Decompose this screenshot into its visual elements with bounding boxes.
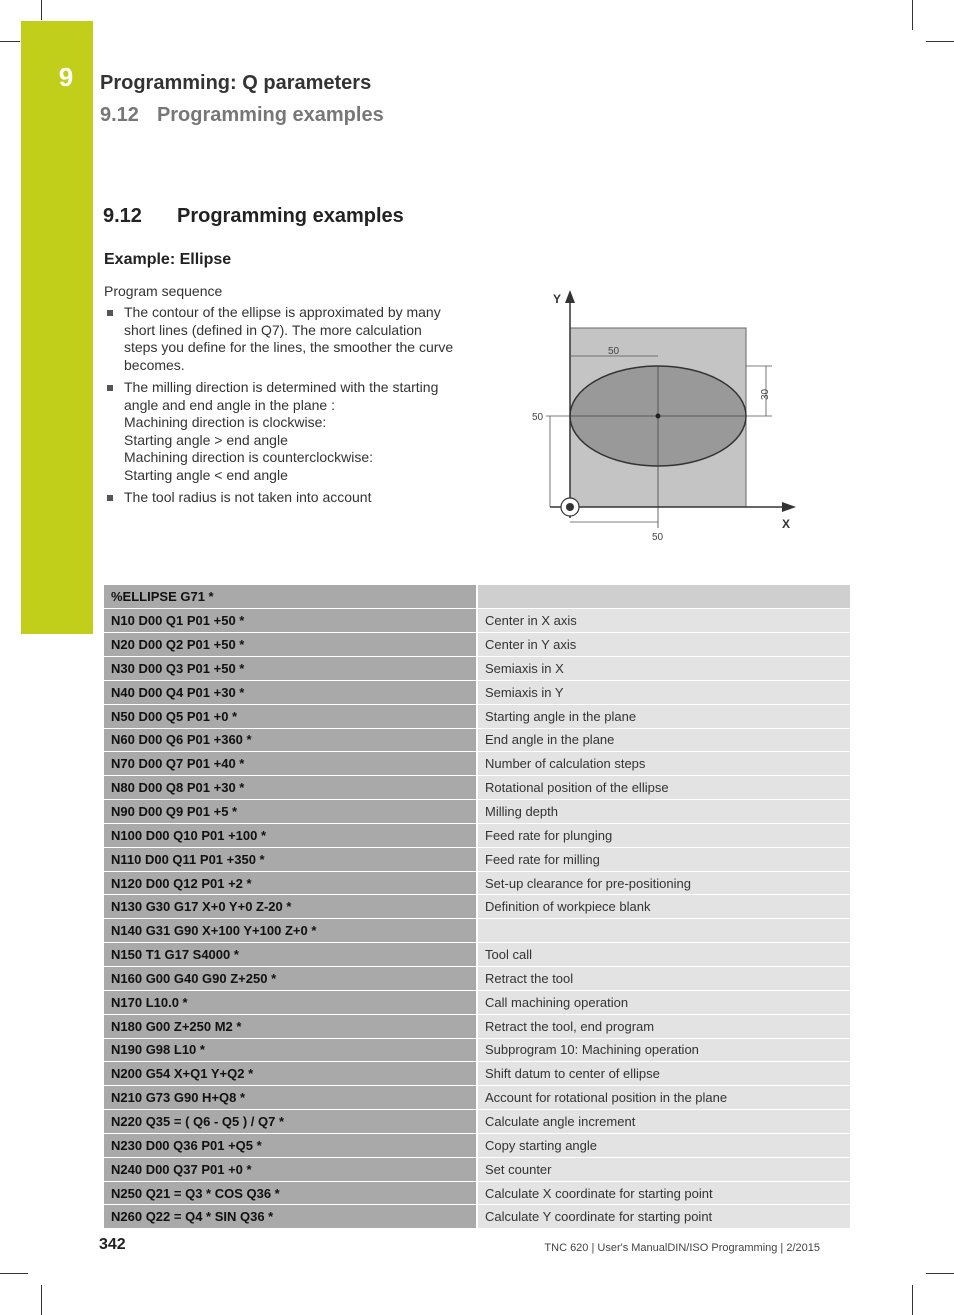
program-code-cell: N80 D00 Q8 P01 +30 *: [104, 776, 477, 800]
crop-mark: [912, 1285, 913, 1315]
program-description-cell: Tool call: [477, 943, 850, 967]
bullet-line: Starting angle < end angle: [124, 466, 288, 483]
program-row: [104, 1133, 850, 1157]
program-description-cell: Feed rate for plunging: [477, 823, 850, 847]
program-code-cell: N60 D00 Q6 P01 +360 *: [104, 728, 477, 752]
program-description-cell: Feed rate for milling: [477, 847, 850, 871]
chapter-tab: [21, 21, 93, 634]
program-row: [104, 1038, 850, 1062]
program-code-cell: N160 G00 G40 G90 Z+250 *: [104, 967, 477, 991]
chapter-title: Programming: Q parameters: [100, 72, 372, 94]
program-row: [104, 800, 850, 824]
bullet-line: becomes.: [124, 356, 185, 373]
program-code-cell: N90 D00 Q9 P01 +5 *: [104, 800, 477, 824]
program-description-cell: Semiaxis in X: [477, 657, 850, 681]
program-table: [104, 585, 850, 1229]
dim-label-left: 50: [532, 412, 544, 423]
x-axis-arrow-icon: [782, 502, 796, 512]
program-code-cell: N150 T1 G17 S4000 *: [104, 943, 477, 967]
program-row: [104, 1157, 850, 1181]
program-description-cell: Retract the tool, end program: [477, 1014, 850, 1038]
program-row: [104, 967, 850, 991]
program-code-cell: N40 D00 Q4 P01 +30 *: [104, 680, 477, 704]
program-description-cell: Number of calculation steps: [477, 752, 850, 776]
program-row: [104, 1062, 850, 1086]
program-row: [104, 990, 850, 1014]
bullet-icon: [107, 495, 113, 501]
program-row: [104, 680, 850, 704]
x-axis-label: X: [782, 517, 791, 531]
program-code-cell: N140 G31 G90 X+100 Y+100 Z+0 *: [104, 919, 477, 943]
program-row: [104, 895, 850, 919]
program-description-cell: [477, 585, 850, 609]
program-row: [104, 776, 850, 800]
chapter-number: 9: [58, 62, 74, 92]
program-code-cell: N100 D00 Q10 P01 +100 *: [104, 823, 477, 847]
program-description-cell: Calculate X coordinate for starting point: [477, 1181, 850, 1205]
bullet-line: angle and end angle in the plane :: [124, 396, 335, 413]
program-description-cell: Retract the tool: [477, 967, 850, 991]
bullet-line: steps you define for the lines, the smoother the curve: [124, 339, 454, 355]
program-row: [104, 1205, 850, 1229]
program-code-cell: N180 G00 Z+250 M2 *: [104, 1014, 477, 1038]
program-code-cell: N20 D00 Q2 P01 +50 *: [104, 633, 477, 657]
datum-icon-inner: [566, 503, 574, 511]
dim-label-right: 30: [760, 388, 771, 400]
program-description-cell: Definition of workpiece blank: [477, 895, 850, 919]
crop-mark: [926, 41, 954, 42]
program-code-cell: N170 L10.0 *: [104, 990, 477, 1014]
intro-text: Program sequence: [104, 283, 223, 299]
bullet-line: Machining direction is clockwise:: [124, 414, 327, 430]
dim-label-bottom: 50: [652, 532, 664, 543]
ellipse-diagram: [528, 288, 808, 548]
program-description-cell: Center in Y axis: [477, 633, 850, 657]
program-description-cell: Starting angle in the plane: [477, 704, 850, 728]
program-code-cell: N50 D00 Q5 P01 +0 *: [104, 704, 477, 728]
program-row: [104, 847, 850, 871]
example-title: Example: Ellipse: [104, 251, 232, 268]
program-row: [104, 704, 850, 728]
program-row: [104, 1110, 850, 1134]
program-row: [104, 823, 850, 847]
footer-text: TNC 620 | User's ManualDIN/ISO Programming | 2/2015: [544, 1242, 820, 1254]
program-description-cell: Subprogram 10: Machining operation: [477, 1038, 850, 1062]
program-row: [104, 1181, 850, 1205]
program-row: [104, 871, 850, 895]
program-description-cell: Account for rotational position in the plane: [477, 1086, 850, 1110]
program-code-cell: N210 G73 G90 H+Q8 *: [104, 1086, 477, 1110]
section-number: 9.12: [103, 205, 142, 227]
program-description-cell: Calculate Y coordinate for starting point: [477, 1205, 850, 1229]
y-axis-arrow-icon: [565, 290, 575, 303]
program-code-cell: N110 D00 Q11 P01 +350 *: [104, 847, 477, 871]
program-code-cell: N190 G98 L10 *: [104, 1038, 477, 1062]
program-description-cell: Copy starting angle: [477, 1133, 850, 1157]
section-title: Programming examples: [177, 205, 404, 227]
section-heading: [103, 205, 404, 228]
program-description-cell: Set counter: [477, 1157, 850, 1181]
program-row: [104, 943, 850, 967]
program-code-cell: N240 D00 Q37 P01 +0 *: [104, 1157, 477, 1181]
program-row: [104, 657, 850, 681]
program-description-cell: Call machining operation: [477, 990, 850, 1014]
program-row: [104, 609, 850, 633]
program-code-cell: N130 G30 G17 X+0 Y+0 Z-20 *: [104, 895, 477, 919]
program-row: [104, 1014, 850, 1038]
program-description-cell: Milling depth: [477, 800, 850, 824]
running-section-header: [100, 104, 384, 127]
program-row: [104, 633, 850, 657]
program-code-cell: N10 D00 Q1 P01 +50 *: [104, 609, 477, 633]
program-row: [104, 728, 850, 752]
program-row: [104, 752, 850, 776]
crop-mark: [41, 1285, 42, 1315]
crop-mark: [926, 1273, 954, 1274]
bullet-line: The contour of the ellipse is approximated by many: [124, 304, 441, 320]
dim-label-top: 50: [608, 346, 620, 357]
program-row: [104, 585, 850, 609]
bullet-line: The milling direction is determined with the starting: [124, 379, 439, 395]
program-code-cell: N200 G54 X+Q1 Y+Q2 *: [104, 1062, 477, 1086]
bullet-item: [104, 489, 484, 507]
running-section-title: Programming examples: [156, 104, 384, 126]
running-section-number: 9.12: [100, 104, 139, 126]
bullet-line: Starting angle > end angle: [124, 431, 288, 448]
program-table-body: [104, 585, 850, 1229]
crop-mark: [912, 0, 913, 30]
crop-mark: [41, 0, 42, 20]
crop-mark: [0, 41, 20, 42]
program-description-cell: Shift datum to center of ellipse: [477, 1062, 850, 1086]
program-code-cell: N260 Q22 = Q4 * SIN Q36 *: [104, 1205, 477, 1229]
program-code-cell: N30 D00 Q3 P01 +50 *: [104, 657, 477, 681]
program-code-cell: N230 D00 Q36 P01 +Q5 *: [104, 1133, 477, 1157]
bullet-item: [104, 304, 484, 374]
program-description-cell: Rotational position of the ellipse: [477, 776, 850, 800]
y-axis-label: Y: [553, 292, 562, 306]
center-point: [656, 414, 661, 419]
program-code-cell: N70 D00 Q7 P01 +40 *: [104, 752, 477, 776]
bullet-icon: [107, 385, 113, 391]
program-row: [104, 1086, 850, 1110]
program-code-cell: N250 Q21 = Q3 * COS Q36 *: [104, 1181, 477, 1205]
program-description-cell: Center in X axis: [477, 609, 850, 633]
program-description-cell: [477, 919, 850, 943]
program-code-cell: N120 D00 Q12 P01 +2 *: [104, 871, 477, 895]
program-description-cell: End angle in the plane: [477, 728, 850, 752]
program-row: [104, 919, 850, 943]
page-number: 342: [99, 1236, 126, 1253]
program-code-cell: %ELLIPSE G71 *: [104, 585, 477, 609]
bullet-item: [104, 379, 484, 484]
program-code-cell: N220 Q35 = ( Q6 - Q5 ) / Q7 *: [104, 1110, 477, 1134]
bullet-icon: [107, 310, 113, 316]
bullet-line: Machining direction is counterclockwise:: [124, 449, 373, 465]
bullet-line: The tool radius is not taken into account: [124, 489, 372, 505]
program-description-cell: Semiaxis in Y: [477, 680, 850, 704]
bullet-list: [104, 304, 484, 512]
bullet-line: short lines (defined in Q7). The more calculation: [124, 321, 422, 338]
program-description-cell: Set-up clearance for pre-positioning: [477, 871, 850, 895]
program-description-cell: Calculate angle increment: [477, 1110, 850, 1134]
crop-mark: [0, 1273, 28, 1274]
